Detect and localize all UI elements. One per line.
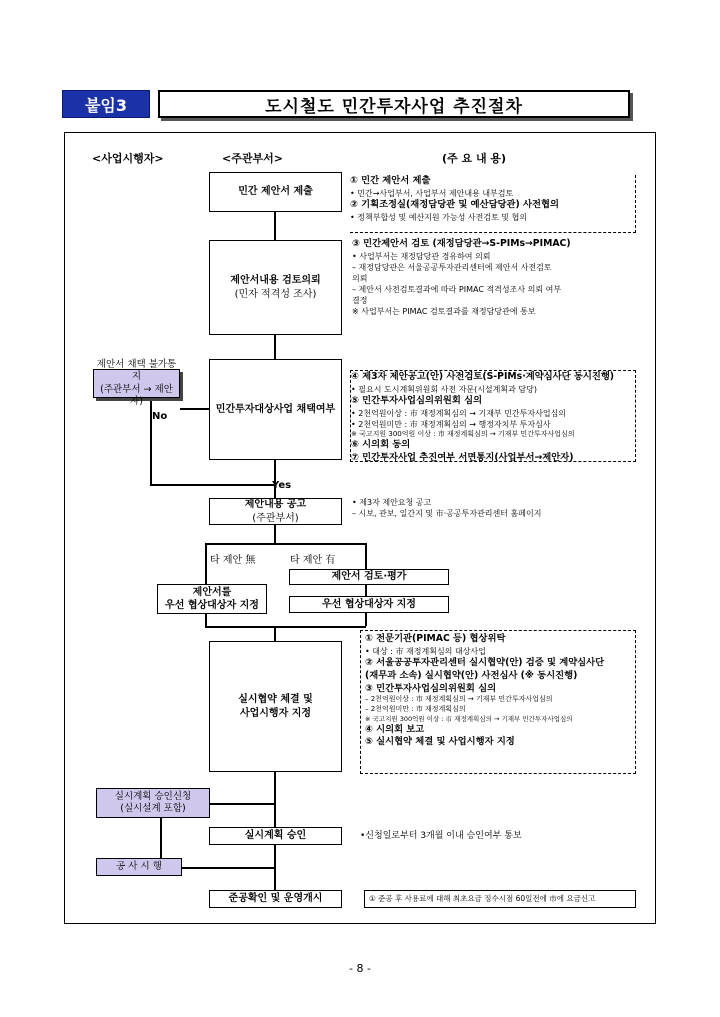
box-label: 제안서 검토·평가 bbox=[331, 571, 407, 583]
connector-line bbox=[365, 584, 367, 596]
note-line: • 필요시 도시계획위원회 사전 자문(시설계획과 담당) bbox=[351, 384, 537, 394]
yes-label: Yes bbox=[272, 480, 292, 491]
column-header-content: (주 요 내 용) bbox=[442, 152, 507, 165]
note-line: ② 기획조정실(재정담당관 및 예산담당관) 사전협의 bbox=[350, 198, 559, 210]
note-line: – 재정담당관은 서울공공투자관리센터에 제안서 사전검토 bbox=[352, 262, 552, 272]
note-line: • 민간→사업부서, 사업부서 제안내용 내부검토 bbox=[350, 188, 514, 198]
note-decision bbox=[350, 370, 636, 462]
note-line: – 2천억원이상 : 市 재정계획심의 → 기재부 민간투자사업심의 bbox=[365, 695, 553, 704]
note-line: (재무과 소속) 실시협약(안) 사전심사 (※ 동시진행) bbox=[365, 669, 578, 681]
box-label: (주관부서 → 제안자) bbox=[100, 383, 173, 407]
note-line: ※ 국고지원 300억원 이상 : 市 재정계획심의 → 기재부 민간투자사업심의 bbox=[351, 429, 575, 438]
connector-line bbox=[274, 335, 276, 359]
box-label: 준공확인 및 운영개시 bbox=[228, 893, 323, 905]
note-line: ⑦ 민간투자사업 추진여부 서면통지(사업부서→제안자) bbox=[351, 452, 574, 464]
connector-line bbox=[274, 460, 276, 498]
note-line: – 시보, 관보, 일간지 및 市·공공투자관리센터 홈페이지 bbox=[352, 509, 542, 519]
connector-line bbox=[274, 525, 276, 543]
priority-designation-box-a bbox=[157, 584, 267, 614]
proposal-notice-box bbox=[209, 498, 342, 525]
page-number: - 8 - bbox=[349, 962, 371, 975]
note-line: – 제안서 사전검토결과에 따라 PIMAC 적격성조사 의뢰 여부 bbox=[352, 284, 562, 294]
note-line: ※ 사업부서는 PIMAC 검토결과를 재정담당관에 통보 bbox=[352, 306, 536, 316]
note-line: ※ 국고지원 300억원 이상 : 市 재정계획심의 → 기재부 민간투자사업심의 bbox=[365, 714, 573, 723]
box-label: 제안내용 공고 bbox=[244, 499, 307, 510]
box-label: 우선 협상대상자 지정 bbox=[322, 598, 416, 610]
note-line: ③ 민간제안서 검토 (재정담당관→S-PIMs→PIMAC) bbox=[352, 238, 571, 249]
connector-line bbox=[274, 626, 276, 641]
connector-line bbox=[274, 845, 276, 890]
column-header-dept: <주관부서> bbox=[222, 152, 283, 165]
connector-line bbox=[205, 543, 365, 545]
page-title: 도시철도 민간투자사업 추진절차 bbox=[158, 90, 630, 118]
note-line: ⑤ 민간투자사업심의위원회 심의 bbox=[351, 394, 483, 406]
box-label: 실시계획 승인 bbox=[244, 830, 307, 842]
box-label: 제안서를 bbox=[192, 586, 232, 598]
connector-line bbox=[210, 803, 274, 805]
construction-box bbox=[96, 858, 182, 876]
note-line: ② 서울공공투자관리센터 실시협약(안) 검증 및 계약심사단 bbox=[365, 656, 605, 668]
connector-line bbox=[274, 772, 276, 827]
no-label: No bbox=[152, 411, 168, 422]
column-header-implementer: <사업시행자> bbox=[92, 152, 164, 165]
connector-line bbox=[274, 212, 276, 240]
plan-application-box bbox=[96, 788, 210, 818]
box-sublabel: (주관부서) bbox=[252, 512, 299, 524]
note-line: • 사업부서는 재정담당관 경유하여 의뢰 bbox=[352, 251, 491, 261]
connector-line bbox=[365, 543, 367, 569]
connector-line bbox=[365, 613, 367, 626]
priority-designation-box-b bbox=[289, 596, 449, 613]
connector-line bbox=[160, 818, 162, 858]
box-label: 실시협약 체결 및 bbox=[238, 694, 313, 705]
box-label: 실시계획 승인신청 bbox=[114, 790, 192, 802]
completion-box bbox=[209, 890, 342, 908]
note-line: 의뢰 bbox=[352, 273, 368, 283]
box-label: 민간투자대상사업 채택여부 bbox=[215, 403, 336, 415]
note-line: • 제3자 제안요청 공고 bbox=[352, 498, 432, 507]
agreement-box bbox=[209, 641, 342, 772]
note-line: ① 전문기관(PIMAC 등) 협상위탁 bbox=[365, 633, 506, 644]
note-line: ⑤ 실시협약 체결 및 사업시행자 지정 bbox=[365, 736, 515, 748]
box-label: 공 사 시 행 bbox=[116, 860, 162, 872]
box-label: 사업시행자 지정 bbox=[239, 707, 312, 719]
note-line: • 대상 : 市 재정계획심의 대상사업 bbox=[365, 646, 486, 656]
connector-line bbox=[180, 408, 210, 410]
note-proposal bbox=[350, 175, 636, 233]
box-label: (실시설계 포함) bbox=[120, 803, 186, 814]
note-line: ④ 시의회 보고 bbox=[365, 723, 425, 735]
box-label: 우선 협상대상자 지정 bbox=[165, 600, 259, 611]
connector-line bbox=[150, 484, 275, 486]
note-line: • 2천억원미만 : 市 재정계획심의 → 행정자치부 투자심사 bbox=[351, 419, 551, 429]
rejection-notice-box bbox=[93, 358, 180, 407]
other-proposal-label: 타 제안 有 bbox=[290, 555, 336, 566]
note-notice bbox=[352, 497, 642, 519]
note-line: 결정 bbox=[352, 295, 368, 305]
note-agreement bbox=[360, 630, 636, 774]
connector-line bbox=[182, 867, 274, 869]
note-plan-approval: •신청일로부터 3개월 이내 승인여부 통보 bbox=[360, 831, 522, 841]
connector-line bbox=[205, 543, 207, 584]
note-line: • 정책부합성 및 예산지원 가능성 사전검토 및 협의 bbox=[350, 212, 528, 222]
connector-line bbox=[205, 614, 207, 626]
attachment-tag: 붙임3 bbox=[62, 90, 150, 118]
note-line: – 2천억원미만 : 市 재정계획심의 bbox=[365, 705, 466, 713]
note-line: ④ 제3자 제안공고(안) 사전검토(S-PIMs·계약심사단 동시진행) bbox=[351, 371, 615, 382]
selection-decision-box bbox=[209, 359, 342, 460]
proposal-review-box bbox=[209, 240, 342, 335]
note-line: ③ 민간투자사업심의위원회 심의 bbox=[365, 682, 497, 694]
box-sublabel: (민자 적격성 조사) bbox=[234, 288, 317, 300]
note-review bbox=[352, 238, 642, 317]
note-completion: ① 준공 후 사용료에 대해 최초요금 징수시점 60일전에 市에 요금신고 bbox=[364, 890, 636, 908]
connector-line bbox=[205, 626, 366, 628]
note-line: ⑥ 시의회 동의 bbox=[351, 439, 411, 451]
note-line: • 2천억원이상 : 市 재정계획심의 → 기재부 민간투자사업심의 bbox=[351, 408, 567, 418]
box-label: 제안서내용 검토의뢰 bbox=[230, 275, 321, 286]
note-line: ① 민간 제안서 제출 bbox=[350, 175, 431, 186]
box-label: 제안서 채택 불가통지 bbox=[96, 358, 177, 383]
proposal-evaluation-box bbox=[289, 569, 449, 585]
plan-approval-box bbox=[209, 827, 342, 845]
box-label: 민간 제안서 제출 bbox=[238, 186, 313, 198]
no-other-proposal-label: 타 제안 無 bbox=[210, 555, 256, 566]
proposal-submit-box bbox=[209, 172, 342, 212]
